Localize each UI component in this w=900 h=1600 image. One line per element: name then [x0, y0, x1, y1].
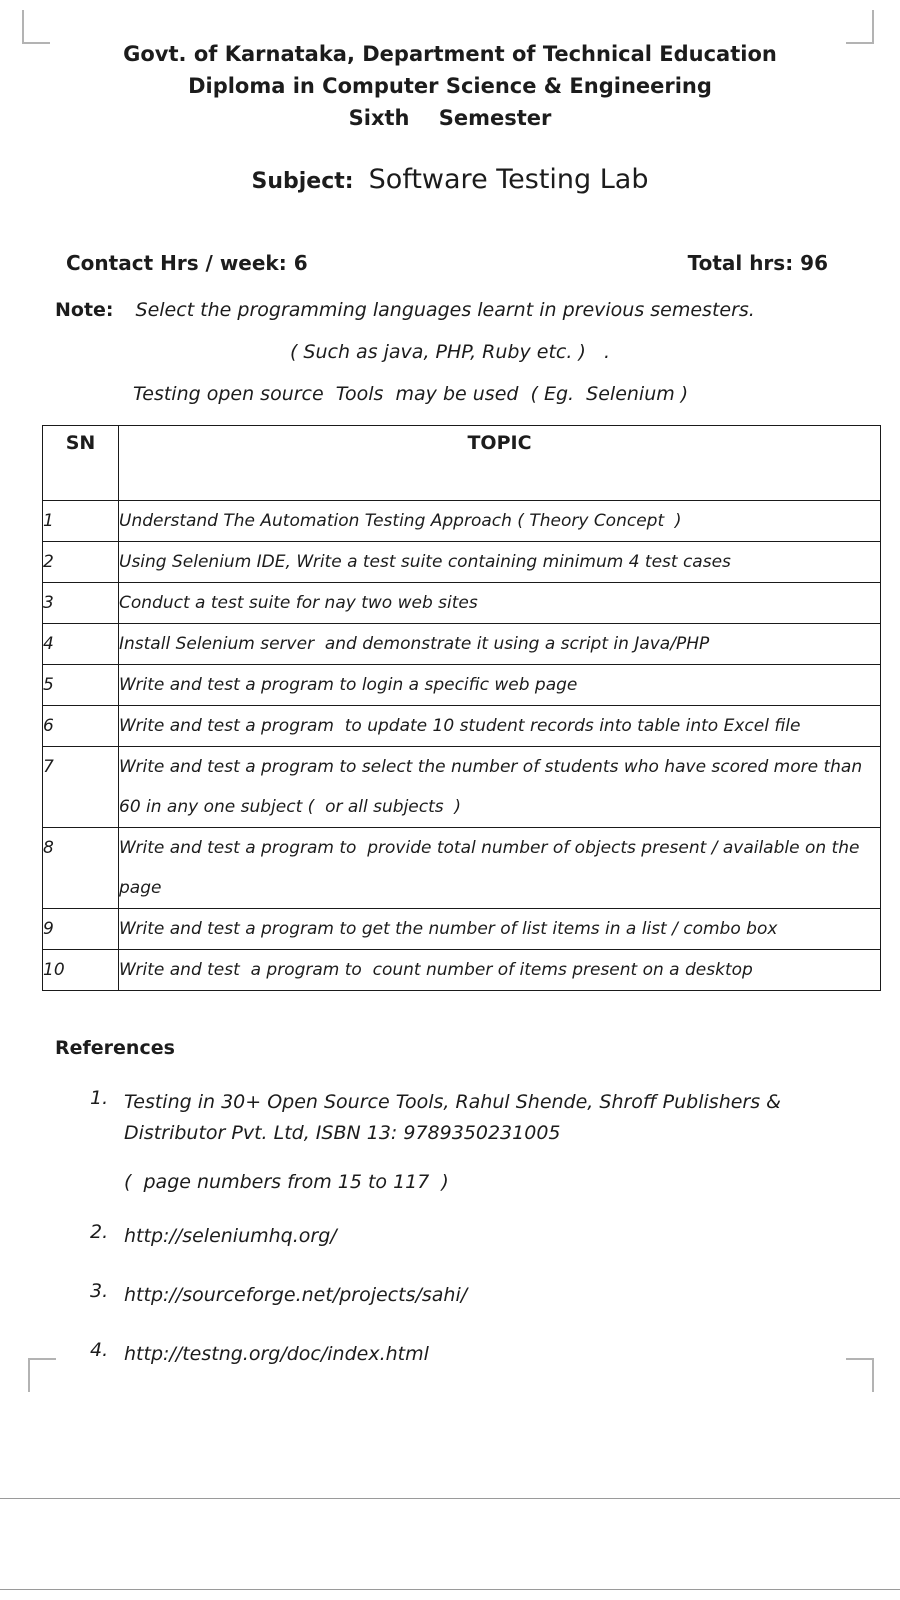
- row-topic: Using Selenium IDE, Write a test suite containing minimum 4 test cases: [119, 542, 881, 583]
- row-topic: Write and test a program to provide total number of objects present / available on the page: [119, 828, 881, 909]
- reference-number: 1.: [90, 1087, 109, 1109]
- reference-text: [124, 1087, 781, 1149]
- note-text-3: Testing open source Tools may be used ( Eg. Selenium ): [133, 383, 689, 405]
- references-title: References: [55, 1037, 175, 1059]
- contact-hours: Contact Hrs / week: 6: [66, 251, 308, 275]
- reference-url: http://seleniumhq.org/: [124, 1225, 337, 1247]
- header-line-3: Sixth Semester: [348, 106, 552, 130]
- row-topic: Understand The Automation Testing Approach ( Theory Concept ): [119, 501, 881, 542]
- reference-number: 3.: [90, 1280, 109, 1302]
- table-row: [43, 950, 881, 991]
- corner-mark-bottom-left: [28, 1358, 56, 1392]
- syllabus-table: [42, 425, 881, 991]
- row-sn: 10: [43, 950, 119, 991]
- reference-url: http://testng.org/doc/index.html: [124, 1343, 429, 1365]
- note-text-2: ( Such as java, PHP, Ruby etc. ) .: [289, 341, 611, 363]
- row-topic: Install Selenium server and demonstrate it using a script in Java/PHP: [119, 624, 881, 665]
- row-sn: 3: [43, 583, 119, 624]
- table-header-row: [43, 426, 881, 501]
- document-header: [0, 0, 900, 134]
- table-header-topic: TOPIC: [119, 426, 881, 501]
- table-row: [43, 501, 881, 542]
- table-row: [43, 542, 881, 583]
- table-row: [43, 583, 881, 624]
- references-section: [0, 1037, 900, 1370]
- note-text-1: Select the programming languages learnt in previous semesters.: [135, 299, 755, 321]
- reference-page-note: ( page numbers from 15 to 117 ): [124, 1171, 449, 1193]
- reference-line-1: Testing in 30+ Open Source Tools, Rahul Shende, Shroff Publishers &: [124, 1091, 781, 1113]
- row-sn: 8: [43, 828, 119, 909]
- corner-mark-top-right: [846, 10, 874, 44]
- reference-number: 2.: [90, 1221, 109, 1243]
- header-line-2: Diploma in Computer Science & Engineering: [188, 74, 712, 98]
- subject-label: Subject:: [251, 169, 354, 194]
- row-topic: Write and test a program to get the number of list items in a list / combo box: [119, 909, 881, 950]
- header-line-1: Govt. of Karnataka, Department of Technical Education: [123, 42, 777, 66]
- row-topic: Write and test a program to count number of items present on a desktop: [119, 950, 881, 991]
- row-topic: Write and test a program to login a specific web page: [119, 665, 881, 706]
- reference-item: [0, 1087, 900, 1149]
- bottom-rule-1: [0, 1498, 900, 1499]
- row-sn: 5: [43, 665, 119, 706]
- table-row: [43, 909, 881, 950]
- note-block: [0, 299, 900, 405]
- row-sn: 4: [43, 624, 119, 665]
- note-label: Note:: [55, 299, 114, 321]
- table-row: [43, 706, 881, 747]
- table-header-sn: SN: [43, 426, 119, 501]
- corner-mark-bottom-right: [846, 1358, 874, 1392]
- reference-number: 4.: [90, 1339, 109, 1361]
- row-sn: 9: [43, 909, 119, 950]
- note-line-1: [0, 299, 900, 321]
- table-row: [43, 665, 881, 706]
- subject-row: [0, 164, 900, 195]
- subject-title: Software Testing Lab: [368, 164, 649, 195]
- row-sn: 6: [43, 706, 119, 747]
- reference-line-2: Distributor Pvt. Ltd, ISBN 13: 9789350231005: [124, 1122, 561, 1144]
- table-row: [43, 624, 881, 665]
- hours-row: [0, 251, 900, 275]
- reference-item: [0, 1221, 900, 1252]
- row-topic: Conduct a test suite for nay two web sites: [119, 583, 881, 624]
- reference-url: http://sourceforge.net/projects/sahi/: [124, 1284, 468, 1306]
- reference-item: [0, 1339, 900, 1370]
- bottom-rule-2: [0, 1589, 900, 1590]
- corner-mark-top-left: [22, 10, 50, 44]
- reference-item: [0, 1280, 900, 1311]
- total-hours: Total hrs: 96: [687, 251, 828, 275]
- row-topic: Write and test a program to select the number of students who have scored more than 60 in any one subject ( or all subjects ): [119, 747, 881, 828]
- table-row: [43, 828, 881, 909]
- table-row: [43, 747, 881, 828]
- row-topic: Write and test a program to update 10 student records into table into Excel file: [119, 706, 881, 747]
- row-sn: 1: [43, 501, 119, 542]
- row-sn: 7: [43, 747, 119, 828]
- row-sn: 2: [43, 542, 119, 583]
